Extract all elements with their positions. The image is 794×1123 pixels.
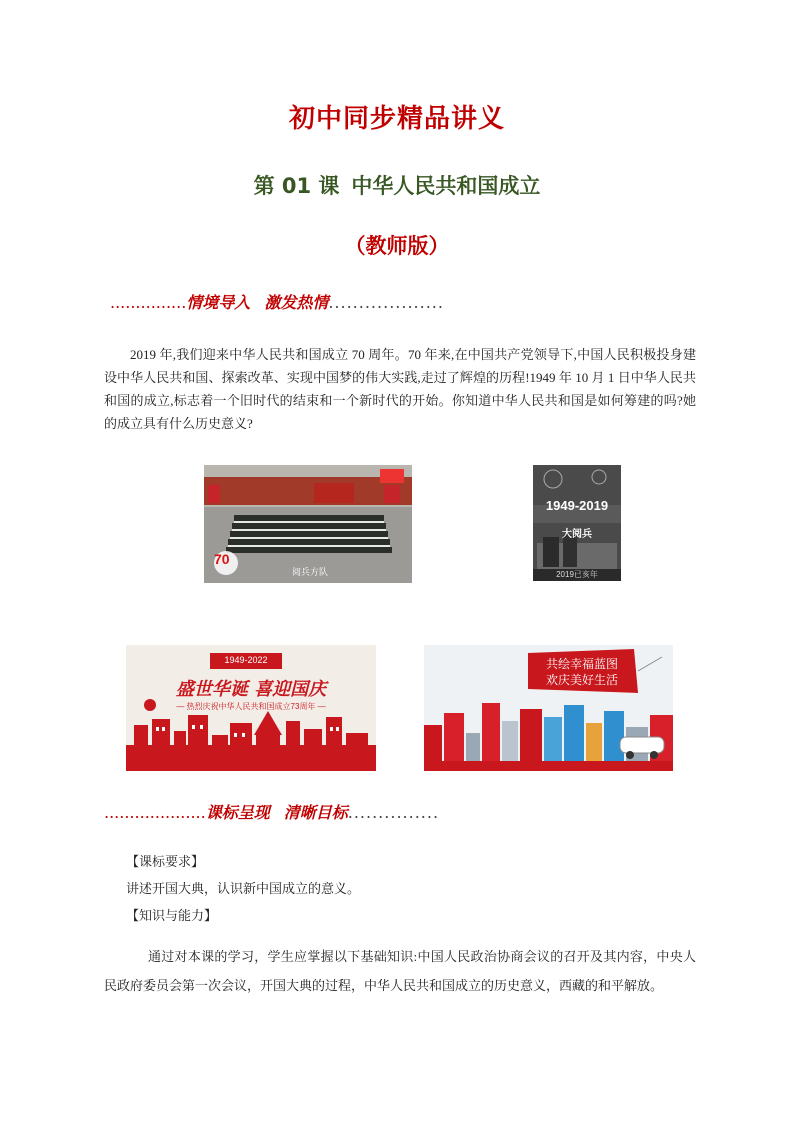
- section2-dots-right: ...............: [347, 803, 440, 822]
- lesson-name: 中华人民共和国成立: [351, 174, 541, 198]
- parade-photo: [204, 465, 412, 583]
- section-header-intro: [110, 290, 444, 313]
- poster-graphic: [533, 465, 621, 581]
- section-title-a: 情境导入: [186, 293, 251, 312]
- section-header-standards: [104, 800, 439, 823]
- knowledge-label: 【知识与能力】: [126, 908, 218, 923]
- parade-badge: 70: [214, 551, 230, 567]
- requirements-text: 讲述开国大典，认识新中国成立的意义。: [126, 881, 361, 896]
- requirements-label: 【课标要求】: [126, 854, 205, 869]
- poster-years: 1949-2019: [545, 498, 609, 513]
- poster-title: 大阅兵: [562, 529, 592, 540]
- version-label: （教师版）: [344, 234, 450, 258]
- banner1-headline: 盛世华诞 喜迎国庆: [175, 679, 327, 700]
- parade-poster: [533, 465, 621, 581]
- banner2-line2: 欢庆美好生活: [545, 673, 618, 687]
- banner1-subtitle: — 热烈庆祝中华人民共和国成立73周年 —: [176, 702, 326, 711]
- lesson-title: [0, 170, 794, 200]
- parade-caption: 阅兵方队: [292, 567, 329, 577]
- section-dots-right: ...................: [328, 293, 444, 312]
- section2-dots-left: ....................: [104, 803, 206, 822]
- national-day-banner: [126, 645, 376, 771]
- happy-life-banner: [424, 645, 673, 771]
- lesson-number: 第 01 课: [253, 174, 340, 198]
- main-title: 初中同步精品讲义: [288, 104, 505, 134]
- poster-footer: 2019已亥年: [556, 570, 598, 579]
- knowledge-paragraph: 通过对本课的学习，学生应掌握以下基础知识:中国人民政治协商会议的召开及其内容，中央人民政府委员会第一次会议，开国大典的过程，中华人民共和国成立的历史意义，西藏的和平解放。: [104, 949, 696, 993]
- banner2-line1: 共绘幸福蓝图: [545, 657, 618, 671]
- intro-paragraph: 2019 年,我们迎来中华人民共和国成立 70 周年。70 年来,在中国共产党领导下,中国人民积极投身建设中华人民共和国、探索改革、实现中国梦的伟大实践,走过了辉煌的历程!1949 年 10 月 1 日中华人民共和国的成立,标志着一个旧时代的结束和一个新时代的开始。你知道中华人民共和国是如何筹建的吗?她的成立具有什么历史意义?: [104, 347, 696, 431]
- banner1-years: 1949-2022: [224, 655, 268, 665]
- section2-title-a: 课标呈现: [205, 803, 270, 822]
- section2-title-b: 清晰目标: [283, 803, 348, 822]
- section-dots-left: ...............: [110, 293, 187, 312]
- section-title-b: 激发热情: [264, 293, 329, 312]
